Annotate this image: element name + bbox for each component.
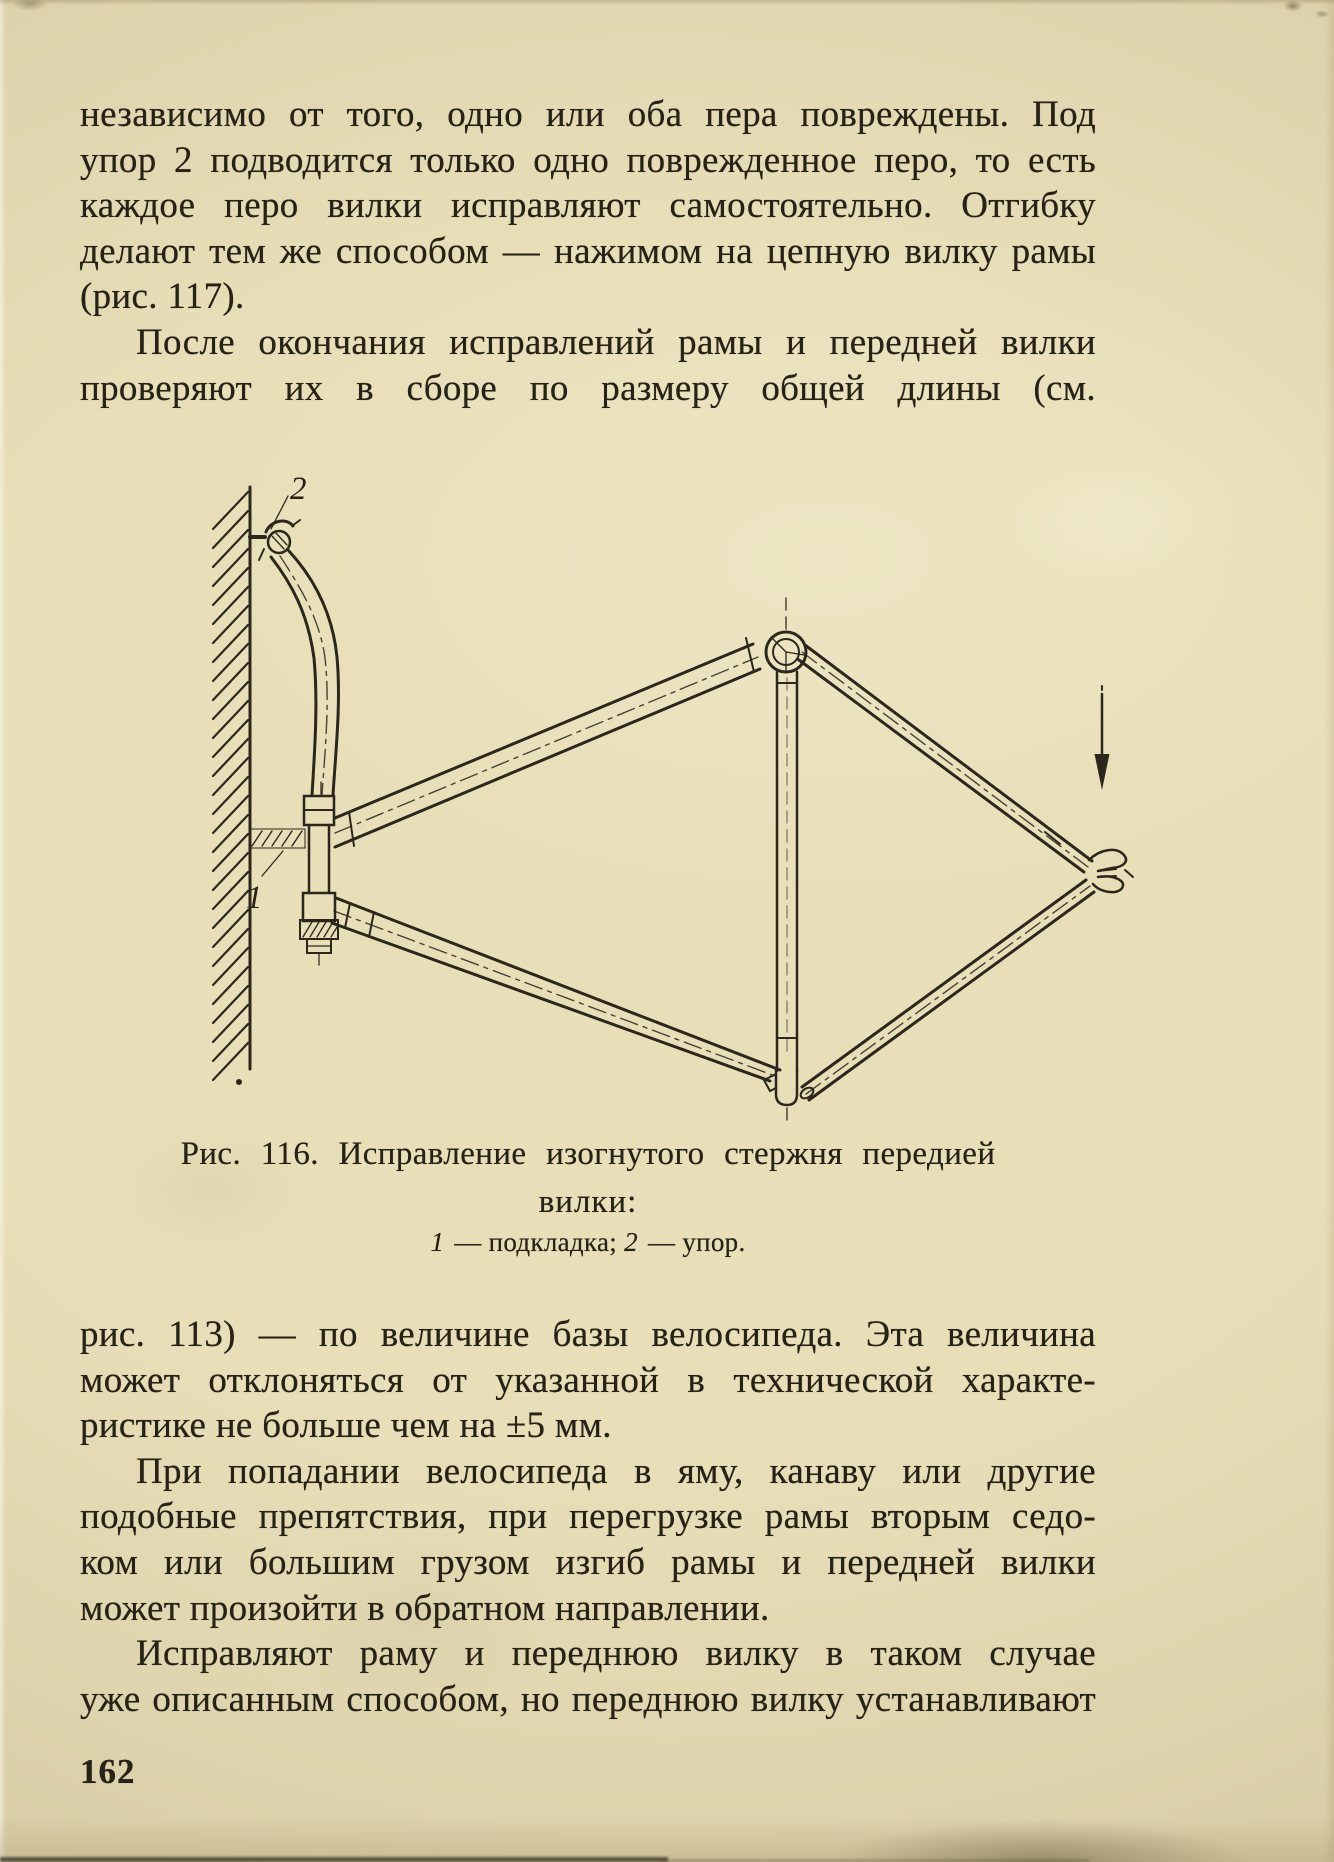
page-number: 162: [80, 1752, 136, 1791]
legend-text-2: — упор.: [640, 1227, 746, 1257]
text-line: делают тем же способом — нажимом на цепную вилку рамы: [80, 230, 1096, 272]
text-line: После окончания исправлений рамы и передней вилки: [136, 321, 1096, 363]
text-line: уже описанным способом, но переднюю вилку устанавливают: [80, 1678, 1096, 1720]
text-line: подобные препятствия, при перегрузке рамы вторым седо-: [80, 1496, 1096, 1538]
text-line: независимо от того, одно или оба пера повреждены. Под: [80, 94, 1096, 135]
body-paragraph: [80, 1449, 1096, 1631]
body-paragraph: [80, 1631, 1096, 1722]
text-line: может отклоняться от указанной в технической характе-: [80, 1359, 1096, 1401]
wall-hatch: [213, 492, 248, 1080]
pad-block: [249, 829, 305, 848]
text-line: упор 2 подводится только одно поврежденное перо, то есть: [80, 139, 1096, 181]
text-line: (рис. 117).: [80, 276, 245, 318]
scan-edge-artifact: [0, 1857, 668, 1862]
figure-label-pad: 1: [246, 880, 263, 916]
text-line: При попадании велосипеда в яму, канаву или другие: [136, 1450, 1096, 1492]
head-tube-assembly: [300, 782, 338, 968]
text-line: может произойти в обратном направлении.: [80, 1587, 770, 1629]
seat-stay: [799, 645, 1092, 872]
chain-stay: [802, 880, 1094, 1100]
text-line: проверяют их в сборе по размеру общей длины (см.: [80, 367, 1096, 409]
legend-number-1: 1: [430, 1227, 445, 1257]
bottom-bracket: [764, 1070, 815, 1124]
text-block-bottom: [80, 1312, 1096, 1722]
text-line: ком или большим грузом изгиб рамы и передней вилки: [80, 1541, 1096, 1583]
text-line: рис. 113) — по величине базы велосипеда. Эта величина: [80, 1314, 1096, 1355]
top-tube: [335, 638, 760, 847]
seat-tube: [777, 672, 797, 1071]
figure-legend: [80, 1227, 1096, 1258]
figure-caption-line1: Рис. 116. Исправление изогнутого стержня передией: [180, 1136, 996, 1172]
figure-label-stop: 2: [290, 471, 307, 507]
figure-caption-line2: вилки:: [538, 1184, 638, 1220]
down-tube: [332, 898, 780, 1081]
legend-number-2: 2: [624, 1227, 638, 1257]
text-line: Исправляют раму и переднюю вилку в таком случае: [136, 1633, 1096, 1675]
rear-dropout: [1089, 850, 1133, 892]
text-line: ристике не больше чем на ±5 мм.: [80, 1405, 612, 1447]
body-paragraph: [80, 1312, 1096, 1449]
force-arrow-icon: [1095, 686, 1110, 790]
legend-text-1: — подкладка;: [447, 1227, 625, 1257]
text-line: каждое перо вилки исправляют самостоятельно. Отгибку: [80, 185, 1096, 227]
fork-blade: [271, 551, 338, 795]
wall: [213, 487, 250, 1085]
